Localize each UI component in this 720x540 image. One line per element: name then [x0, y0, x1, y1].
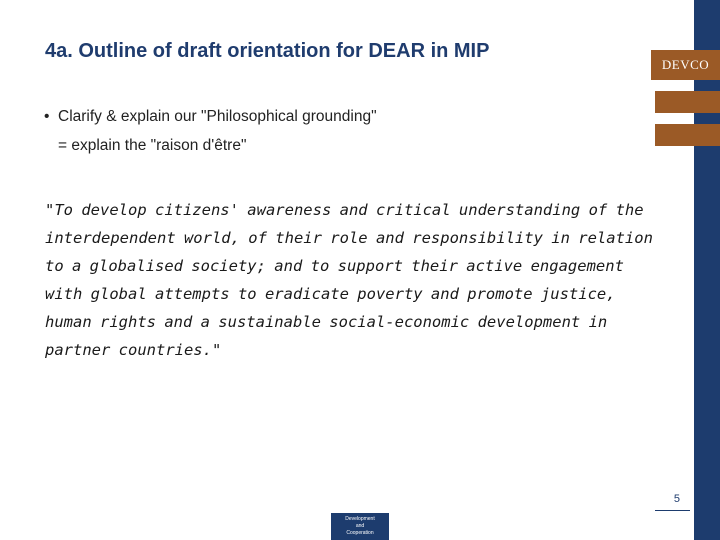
- logo-line-3: Cooperation: [346, 530, 374, 536]
- bullet-continuation: = explain the "raison d'être": [58, 137, 247, 154]
- logo-line-2: and: [355, 523, 365, 529]
- bullet-list: [44, 102, 644, 160]
- mission-quote: "To develop citizens' awareness and critical understanding of the interdependent world, of their role and responsibility in relation to a globalised society; and to support their active engagement with global attempts to eradicate poverty and promote justice, human rights and a sustainable social-economic development in partner countries.": [45, 201, 653, 359]
- bullet-marker: •: [44, 108, 50, 125]
- bullet-item: [44, 102, 644, 131]
- accent-bar-top: [655, 91, 720, 113]
- devco-logo: [331, 513, 389, 540]
- slide-title: 4a. Outline of draft orientation for DEAR in MIP: [45, 40, 490, 62]
- devco-badge-label: DEVCO: [661, 57, 710, 72]
- sidebar-band: [694, 0, 720, 540]
- bullet-text: Clarify & explain our "Philosophical grounding": [58, 108, 377, 125]
- devco-badge: [651, 50, 720, 80]
- logo-line-1: Development: [345, 516, 375, 522]
- accent-bar-bottom: [655, 124, 720, 146]
- page-number: 5: [673, 493, 680, 505]
- page-number-rule: [655, 510, 690, 511]
